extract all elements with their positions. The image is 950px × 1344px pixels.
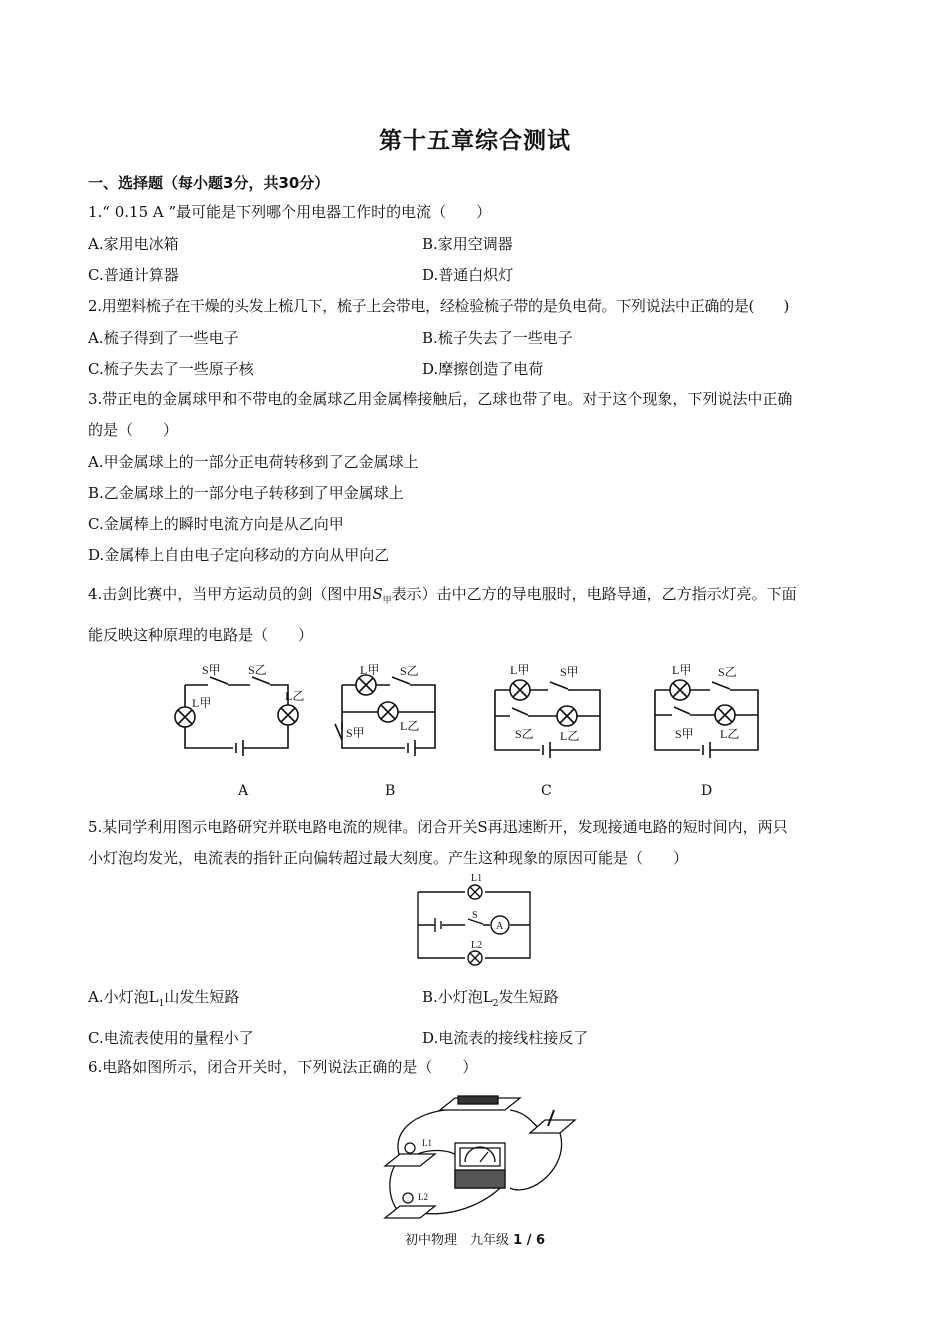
q5-a-l: L [148, 988, 159, 1006]
q6-l2-label: L2 [418, 1192, 428, 1202]
c-l-yi: L乙 [560, 729, 580, 743]
c-l-jia: L甲 [510, 663, 530, 677]
q1-option-a: A.家用电冰箱 [88, 235, 179, 253]
figure-label-a: A [238, 783, 249, 799]
a-s-yi: S乙 [248, 663, 267, 677]
b-l-yi: L乙 [400, 719, 420, 733]
circuit-c [495, 680, 600, 758]
q5-s-label: S [472, 910, 478, 921]
d-s-jia: S甲 [675, 727, 694, 741]
q2-option-a: A.梳子得到了一些电子 [88, 329, 239, 347]
q5-option-a [88, 986, 239, 1009]
q5-b-pre: B.小灯泡 [422, 988, 483, 1006]
q5-b-post: 发生短路 [498, 988, 559, 1006]
section-heading: 一、选择题（每小题3分，共30分） [88, 174, 330, 192]
page-title: 第十五章综合测试 [379, 128, 571, 154]
q5-b-l: L [482, 988, 493, 1006]
q3-option-c: C.金属棒上的瞬时电流方向是从乙向甲 [88, 515, 344, 533]
circuit-d [655, 680, 758, 758]
q2-option-d: D.摩擦创造了电荷 [422, 360, 544, 378]
a-l-yi: L乙 [285, 689, 305, 703]
q5-l2-label: L2 [471, 940, 483, 951]
figure-label-b: B [385, 783, 396, 799]
circuit-a [175, 677, 298, 756]
q1-option-c: C.普通计算器 [88, 266, 179, 284]
figure-label-c: C [541, 783, 552, 799]
q4-symbol-sub: 甲 [382, 596, 392, 606]
b-s-jia: S甲 [346, 726, 365, 740]
d-l-jia: L甲 [672, 663, 692, 677]
q5-a-pre: A.小灯泡 [88, 988, 149, 1006]
d-l-yi: L乙 [720, 727, 740, 741]
footer-subject: 初中物理 九年级 [404, 1233, 509, 1248]
q5-b-sub: 2 [492, 999, 499, 1009]
q4-stem-line1 [88, 584, 797, 611]
q5-l1-label: L1 [471, 873, 483, 884]
q4-stem-post: 表示）击中乙方的导电服时，电路导通，乙方指示灯亮。下面 [391, 585, 797, 603]
q1-stem: 1.“ 0.15 A ”最可能是下列哪个用电器工作时的电流（ ） [88, 203, 492, 221]
b-l-jia: L甲 [360, 663, 380, 677]
q3-stem-line1: 3.带正电的金属球甲和不带电的金属球乙用金属棒接触后，乙球也带了电。对于这个现象，下列说法中正确 [88, 390, 793, 408]
q2-option-b: B.梳子失去了一些电子 [422, 329, 573, 347]
q3-option-b: B.乙金属球上的一部分电子转移到了甲金属球上 [88, 484, 404, 502]
q5-option-b [422, 986, 559, 1009]
circuit-b [335, 675, 435, 756]
q5-ammeter-label: A [496, 921, 504, 932]
q5-a-post: 山发生短路 [164, 988, 240, 1006]
q3-option-a: A.甲金属球上的一部分正电荷转移到了乙金属球上 [88, 453, 419, 471]
c-s-jia: S甲 [560, 665, 579, 679]
q5-stem-line2: 小灯泡均发光，电流表的指针正向偏转超过最大刻度。产生这种现象的原因可能是（ ） [88, 849, 689, 867]
q5-stem-line1: 5.某同学利用图示电路研究并联电路电流的规律。闭合开关S再迅速断开，发现接通电路的短时间内，两只 [88, 818, 788, 836]
q3-stem-line2: 的是（ ） [88, 421, 179, 439]
q4-stem-pre: 4.击剑比赛中，当甲方运动员的剑（图中用 [88, 585, 373, 603]
q5-a-sub: 1 [158, 999, 165, 1009]
b-s-yi: S乙 [400, 664, 419, 678]
q6-l1-label: L1 [422, 1138, 432, 1148]
q1-option-d: D.普通白炽灯 [422, 266, 514, 284]
q3-option-d: D.金属棒上自由电子定向移动的方向从甲向乙 [88, 546, 390, 564]
q5-option-c: C.电流表使用的量程小了 [88, 1029, 254, 1047]
q2-stem: 2.用塑料梳子在干燥的头发上梳几下，梳子上会带电，经检验梳子带的是负电荷。下列说法中正确的是( ) [88, 297, 790, 315]
q6-apparatus-figure [380, 1088, 580, 1228]
a-l-jia: L甲 [192, 696, 212, 710]
footer-page-number: 1 / 6 [513, 1233, 546, 1248]
c-s-yi: S乙 [515, 727, 534, 741]
q4-stem-line2: 能反映这种原理的电路是（ ） [88, 626, 314, 644]
q5-circuit-figure [410, 872, 540, 972]
d-s-yi: S乙 [718, 665, 737, 679]
q1-option-b: B.家用空调器 [422, 235, 513, 253]
q2-option-c: C.梳子失去了一些原子核 [88, 360, 254, 378]
q4-symbol: S [372, 585, 383, 603]
q6-stem: 6.电路如图所示，闭合开关时，下列说法正确的是（ ） [88, 1058, 478, 1076]
q4-circuit-figures [170, 660, 770, 800]
figure-label-d: D [701, 783, 713, 799]
q5-option-d: D.电流表的接线柱接反了 [422, 1029, 589, 1047]
page-footer [0, 1229, 950, 1248]
a-s-jia: S甲 [202, 663, 221, 677]
